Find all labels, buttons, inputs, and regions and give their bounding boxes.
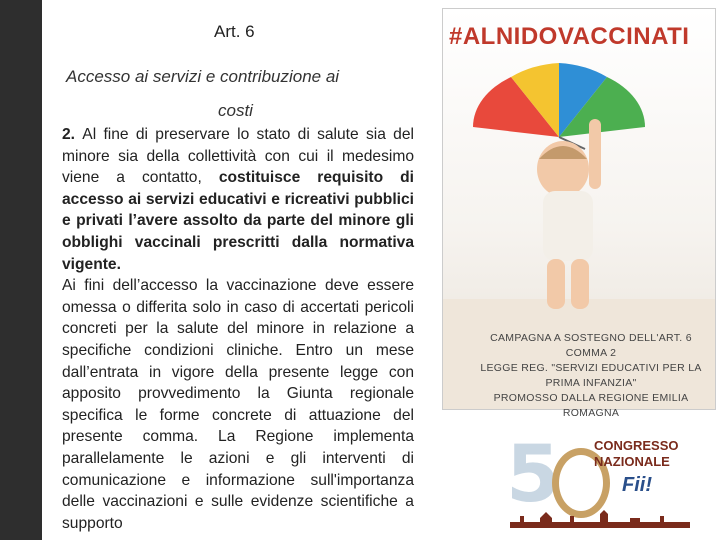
digit-five: 5: [506, 430, 561, 520]
slide-body-text: [62, 124, 414, 534]
body-intro: Al fine di preservare lo stato di salute sia del minore sia della collettività con cui il medesimo viene a contatto,: [62, 126, 414, 187]
body-bold-requirement: costituisce requisito di accesso ai servizi educativi e ricreativi pubblici e privati l’avere assolto da parte del minore gli obblighi vaccinali prescritti dalla normativa vigente.: [62, 169, 415, 273]
congress-logo: [500, 430, 700, 530]
fii-logo: Fii!: [622, 474, 652, 496]
caption-line-2: LEGGE REG. "SERVIZI EDUCATIVI PER LA PRIMA INFANZIA": [480, 362, 702, 389]
body-rest: Ai fini dell’accesso la vaccinazione deve essere omessa o differita solo in caso di accertati pericoli concreti per la salute del minore in relazione a specifiche condizioni cliniche. Entro un mese dall’entrata in vigore della presente legge con apposito provvedimento la Giunta regionale specifica le forme concrete di attuazione del presente comma. La Regione implementa parallelamente le azioni e gli interventi di comunicazione e informazione sull'importanza delle vaccinazioni e sulle evidenze scientifiche a supporto: [62, 277, 414, 532]
caption-line-3: PROMOSSO DALLA REGIONE EMILIA ROMAGNA: [493, 392, 689, 419]
baby-illustration: [523, 129, 623, 319]
slide-subtitle: [66, 60, 416, 128]
campaign-poster: [442, 8, 716, 419]
left-sidebar-bar: [0, 0, 42, 540]
poster-caption: [473, 331, 709, 421]
slide-title: Art. 6: [214, 22, 255, 41]
city-skyline-icon: [510, 510, 690, 528]
caption-line-1: CAMPAGNA A SOSTEGNO DELL'ART. 6 COMMA 2: [490, 332, 692, 359]
subtitle-line-2: costi: [218, 101, 253, 120]
congress-title: [594, 438, 679, 470]
congress-line-1: CONGRESSO: [594, 438, 679, 453]
congress-line-2: NAZIONALE: [594, 454, 670, 469]
body-number: 2.: [62, 126, 83, 143]
poster-hashtag: #ALNIDOVACCINATI: [449, 23, 690, 50]
subtitle-line-1: Accesso ai servizi e contribuzione ai: [66, 67, 340, 86]
